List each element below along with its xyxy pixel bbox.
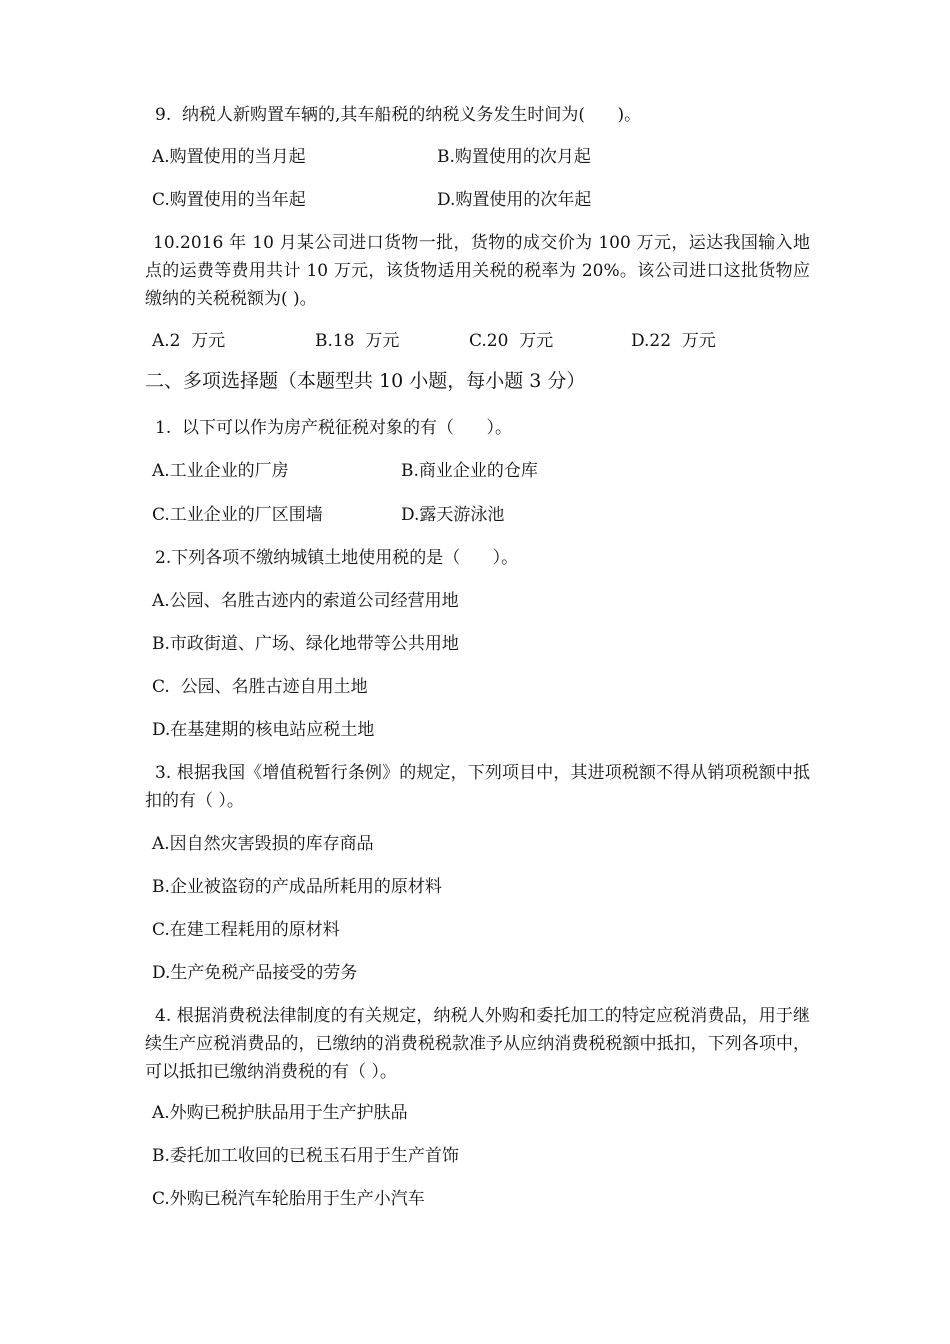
multi-question-1-option-c: C.工业企业的厂区围墙 xyxy=(152,505,323,525)
multi-question-2-option-c: C. 公园、名胜古迹自用土地 xyxy=(152,677,368,697)
multi-question-2-option-b: B.市政街道、广场、绿化地带等公共用地 xyxy=(152,634,459,654)
question-10-stem: 10.2016 年 10 月某公司进口货物一批，货物的成交价为 100 万元，运达我国输入地点的运费等费用共计 10 万元，该货物适用关税的税率为 20%。该公司进口这批货物应缴纳的关税税额为( )。 xyxy=(145,233,810,309)
multi-question-1-option-a: A.工业企业的厂房 xyxy=(152,461,289,481)
question-10-option-c: C.20 万元 xyxy=(469,331,554,351)
multi-question-4-option-c: C.外购已税汽车轮胎用于生产小汽车 xyxy=(152,1189,425,1209)
question-9-stem: 9. 纳税人新购置车辆的,其车船税的纳税义务发生时间为( )。 xyxy=(155,105,642,125)
multi-question-3-stem: 3. 根据我国《增值税暂行条例》的规定，下列项目中，其进项税额不得从销项税额中抵扣的有（ ）。 xyxy=(145,763,810,811)
multi-question-2-option-d: D.在基建期的核电站应税土地 xyxy=(152,720,375,740)
question-10-option-d: D.22 万元 xyxy=(631,331,716,351)
multi-question-2-option-a: A.公园、名胜古迹内的索道公司经营用地 xyxy=(152,591,459,611)
multi-question-1-option-d: D.露天游泳池 xyxy=(401,505,505,525)
question-9-option-b: B.购置使用的次月起 xyxy=(437,147,591,167)
multi-question-4-option-b: B.委托加工收回的已税玉石用于生产首饰 xyxy=(152,1146,459,1166)
multi-question-3-option-c: C.在建工程耗用的原材料 xyxy=(152,920,340,940)
multi-question-2-stem: 2.下列各项不缴纳城镇土地使用税的是（ ）。 xyxy=(155,548,519,568)
question-9-option-d: D.购置使用的次年起 xyxy=(437,190,592,210)
multi-question-4-option-a: A.外购已税护肤品用于生产护肤品 xyxy=(152,1103,408,1123)
question-10-option-a: A.2 万元 xyxy=(152,331,226,351)
multi-question-3-option-a: A.因自然灾害毁损的库存商品 xyxy=(152,834,374,854)
question-9-option-a: A.购置使用的当月起 xyxy=(152,147,306,167)
multi-question-1-option-b: B.商业企业的仓库 xyxy=(401,461,538,481)
multi-question-1-stem: 1. 以下可以作为房产税征税对象的有（ ）。 xyxy=(155,418,512,438)
section-heading: 二、多项选择题（本题型共 10 小题，每小题 3 分） xyxy=(145,370,586,392)
multi-question-4-stem: 4. 根据消费税法律制度的有关规定，纳税人外购和委托加工的特定应税消费品，用于继续生产应税消费品的，已缴纳的消费税税款准予从应纳消费税税额中抵扣，下列各项中，可以抵扣已缴纳消费税的有（ ）。 xyxy=(145,1006,810,1082)
question-9-option-c: C.购置使用的当年起 xyxy=(152,190,306,210)
multi-question-3-option-d: D.生产免税产品接受的劳务 xyxy=(152,963,358,983)
question-10-option-b: B.18 万元 xyxy=(315,331,400,351)
multi-question-3-option-b: B.企业被盗窃的产成品所耗用的原材料 xyxy=(152,877,442,897)
